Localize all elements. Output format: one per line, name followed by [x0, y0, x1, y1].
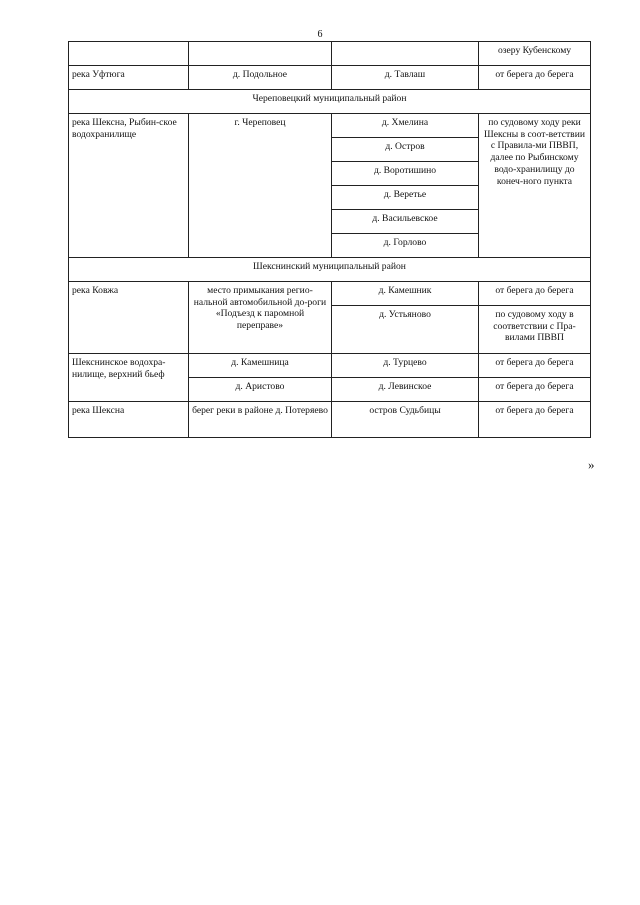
closing-quote: »	[588, 457, 595, 472]
table-cell: река Шексна, Рыбин-ское водохранилище	[69, 114, 189, 258]
table-cell: река Уфтюга	[69, 66, 189, 90]
table-row	[69, 114, 591, 138]
table-cell: д. Камешник	[332, 282, 479, 306]
table-cell	[189, 42, 332, 66]
table-cell: д. Аристово	[189, 378, 332, 402]
table-cell: д. Камешница	[189, 354, 332, 378]
table-cell: д. Горлово	[332, 234, 479, 258]
table-cell	[332, 42, 479, 66]
table-cell: Шекснинское водохра-нилище, верхний бьеф	[69, 354, 189, 402]
table-cell: от берега до берега	[479, 354, 591, 378]
table-cell: д. Хмелина	[332, 114, 479, 138]
table-cell: д. Турцево	[332, 354, 479, 378]
table-cell: д. Остров	[332, 138, 479, 162]
table-cell: по судовому ходу в соответствии с Пра-вилами ПВВП	[479, 306, 591, 354]
table-cell: берег реки в районе д. Потеряево	[189, 402, 332, 438]
table-row	[69, 42, 591, 66]
section-row	[69, 90, 591, 114]
section-heading: Череповецкий муниципальный район	[69, 90, 591, 114]
table-cell: река Шексна	[69, 402, 189, 438]
table-cell: д. Устьяново	[332, 306, 479, 354]
table-cell: от берега до берега	[479, 402, 591, 438]
section-heading: Шекснинский муниципальный район	[69, 258, 591, 282]
table-cell: по судовому ходу реки Шексны в соот-ветствии с Правила-ми ПВВП, далее по Рыбинскому водо-хранилищу до конеч-ного пункта	[479, 114, 591, 258]
table-row	[69, 66, 591, 90]
table-cell: д. Веретье	[332, 186, 479, 210]
table-cell: д. Воротишино	[332, 162, 479, 186]
table-cell: от берега до берега	[479, 282, 591, 306]
ferry-routes-table	[68, 41, 591, 438]
table-cell: озеру Кубенскому	[479, 42, 591, 66]
table-cell: от берега до берега	[479, 378, 591, 402]
table-cell: река Ковжа	[69, 282, 189, 354]
table-row	[69, 354, 591, 378]
table-cell: г. Череповец	[189, 114, 332, 258]
table-cell: остров Судьбицы	[332, 402, 479, 438]
page-number: 6	[317, 29, 323, 40]
table-cell: от берега до берега	[479, 66, 591, 90]
section-row	[69, 258, 591, 282]
table-cell: место примыкания регио-нальной автомобильной до-роги «Подъезд к паромной переправе»	[189, 282, 332, 354]
table-cell: д. Тавлаш	[332, 66, 479, 90]
table-row	[69, 282, 591, 306]
table-cell: д. Васильевское	[332, 210, 479, 234]
table-cell: д. Левинское	[332, 378, 479, 402]
table-cell: д. Подольное	[189, 66, 332, 90]
table-cell	[69, 42, 189, 66]
table-row	[69, 402, 591, 438]
